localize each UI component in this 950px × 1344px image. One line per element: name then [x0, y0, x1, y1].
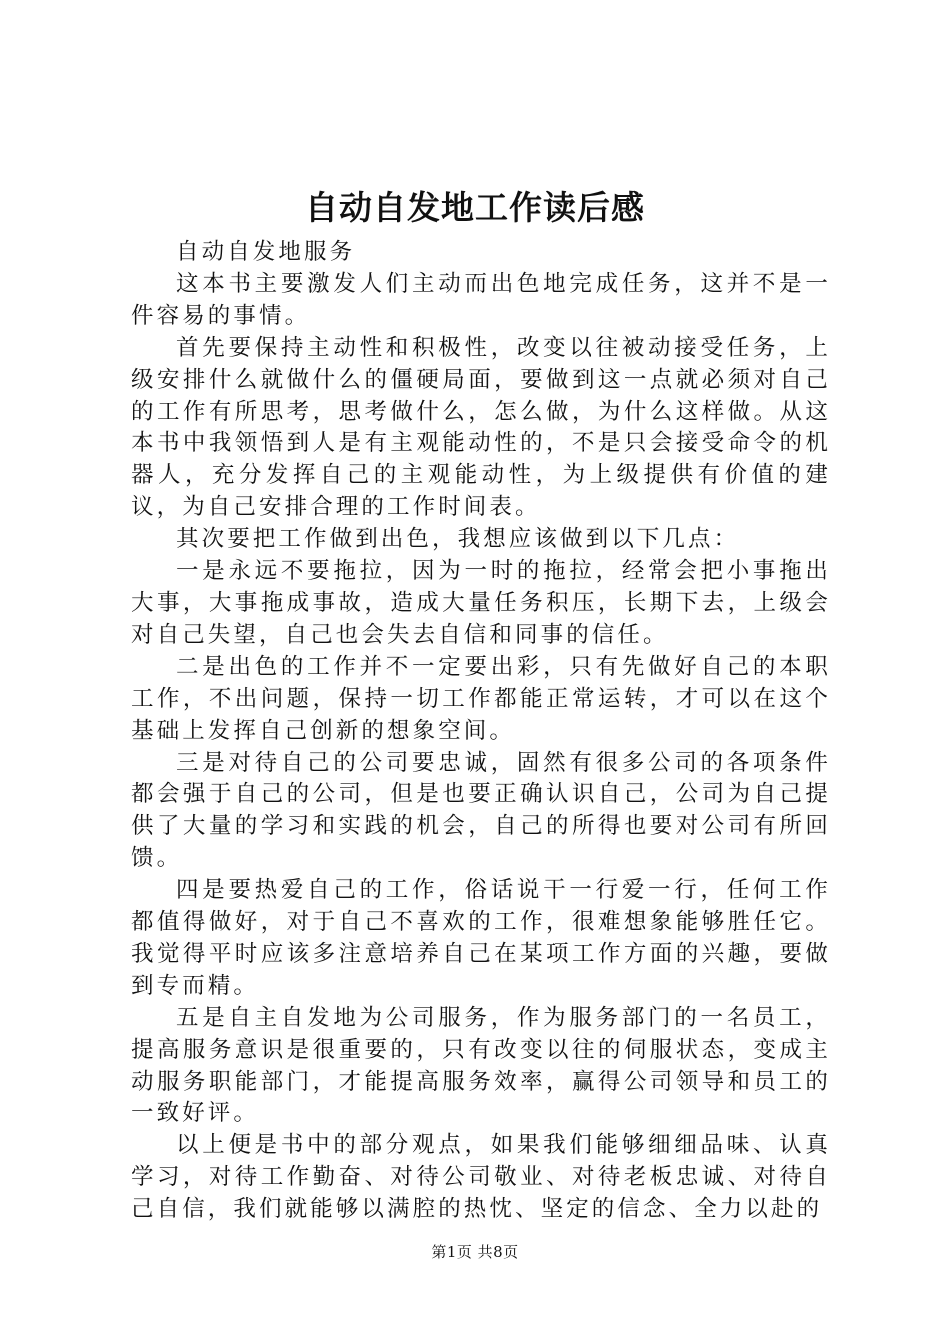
paragraph: 四是要热爱自己的工作，俗话说干一行爱一行，任何工作都值得做好，对于自己不喜欢的工作，很难想象能够胜任它。我觉得平时应该多注意培养自己在某项工作方面的兴趣，要做到专而精。 [131, 877, 831, 999]
paragraph: 五是自主自发地为公司服务，作为服务部门的一名员工，提高服务意识是很重要的，只有改变以往的伺服状态，变成主动服务职能部门，才能提高服务效率，赢得公司领导和员工的一致好评。 [131, 1004, 831, 1127]
paragraph: 一是永远不要拖拉，因为一时的拖拉，经常会把小事拖出大事，大事拖成事故，造成大量任务积压，长期下去，上级会对自己失望，自己也会失去自信和同事的信任。 [131, 558, 831, 648]
paragraph: 二是出色的工作并不一定要出彩，只有先做好自己的本职工作，不出问题，保持一切工作都能正常运转，才可以在这个基础上发挥自己创新的想象空间。 [131, 653, 831, 744]
paragraph: 其次要把工作做到出色，我想应该做到以下几点： [176, 526, 740, 553]
paragraph: 以上便是书中的部分观点，如果我们能够细细品味、认真学习，对待工作勤奋、对待公司敬业、对待老板忠诚、对待自己自信，我们就能够以满腔的热忱、坚定的信念、全力以赴的 [131, 1132, 831, 1223]
paragraph: 自动自发地服务 [176, 239, 356, 265]
paragraph: 这本书主要激发人们主动而出色地完成任务，这并不是一件容易的事情。 [131, 270, 831, 329]
document-body [131, 237, 831, 1226]
document-title: 自动自发地工作读后感 [305, 188, 645, 227]
page-footer: 第1页 共8页 [431, 1243, 519, 1261]
paragraph: 首先要保持主动性和积极性，改变以往被动接受任务，上级安排什么就做什么的僵硬局面，要做到这一点就必须对自己的工作有所思考，思考做什么，怎么做，为什么这样做。从这本书中我领悟到人是有主观能动性的，不是只会接受命令的机器人，充分发挥自己的主观能动性，为上级提供有价值的建议，为自己安排合理的工作时间表。 [131, 334, 831, 521]
paragraph: 三是对待自己的公司要忠诚，固然有很多公司的各项条件都会强于自己的公司，但是也要正确认识自己，公司为自己提供了大量的学习和实践的机会，自己的所得也要对公司有所回馈。 [131, 749, 831, 872]
